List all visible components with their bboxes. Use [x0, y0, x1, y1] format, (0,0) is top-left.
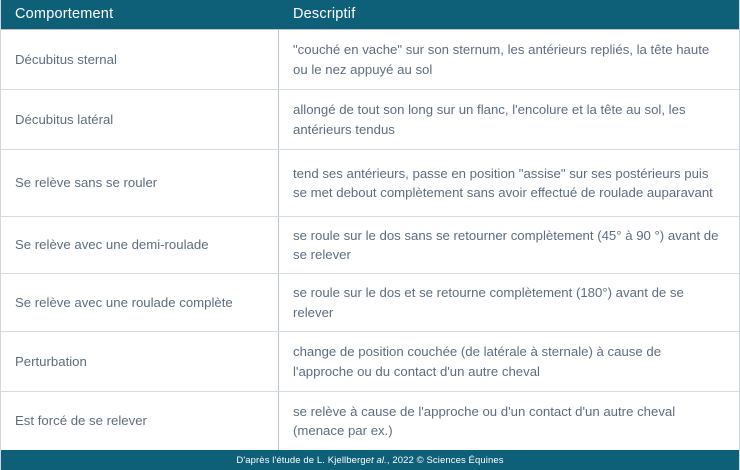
table-row	[1, 150, 739, 217]
cell-text: change de position couchée (de latérale à sternale) à cause de l'approche ou du contact d'un autre cheval	[293, 344, 662, 379]
cell-comportement	[1, 392, 279, 450]
table-body	[1, 29, 739, 450]
cell-text: Se relève sans se rouler	[15, 175, 158, 191]
cell-descriptif	[279, 150, 739, 216]
cell-text: allongé de tout son long sur un flanc, l'encolure et la tête au sol, les antérieurs tendus	[293, 102, 686, 137]
table-row	[1, 332, 739, 392]
cell-text: Est forcé de se relever	[15, 413, 147, 429]
column-header-descriptif: Descriptif	[293, 7, 356, 22]
cell-descriptif	[279, 90, 739, 149]
cell-descriptif	[279, 392, 739, 450]
table-header-row	[1, 0, 739, 29]
cell-text: Décubitus sternal	[15, 51, 117, 67]
table-row	[1, 274, 739, 332]
cell-descriptif	[279, 30, 739, 89]
footer-source-prefix: D'après l'étude de L. Kjellberg	[236, 454, 366, 466]
cell-comportement	[1, 332, 279, 391]
table-source-footer	[1, 450, 739, 470]
table-row	[1, 392, 739, 450]
cell-text: se relève à cause de l'approche ou d'un contact d'un autre cheval (menace par ex.)	[293, 403, 676, 438]
cell-text: tend ses antérieurs, passe en position "assise" sur ses postérieurs puis se met debout complètement sans avoir effectué de roulade auparavant	[293, 165, 713, 200]
footer-source-suffix: , 2022 © Sciences Équines	[386, 454, 504, 466]
cell-text: se roule sur le dos et se retourne complètement (180°) avant de se relever	[293, 285, 684, 320]
cell-descriptif	[279, 217, 739, 273]
table-row	[1, 217, 739, 274]
cell-comportement	[1, 217, 279, 273]
column-header-comportement: Comportement	[15, 7, 114, 22]
cell-text: se roule sur le dos sans se retourner complètement (45° à 90 °) avant de se relever	[293, 227, 719, 262]
cell-descriptif	[279, 332, 739, 391]
table-row	[1, 30, 739, 90]
cell-text: Perturbation	[15, 353, 87, 369]
cell-text: "couché en vache" sur son sternum, les antérieurs repliés, la tête haute ou le nez appuyé au sol	[293, 42, 710, 77]
cell-comportement	[1, 150, 279, 216]
footer-source-et-al: et al.	[365, 454, 387, 466]
cell-comportement	[1, 274, 279, 331]
cell-comportement	[1, 30, 279, 89]
table-row	[1, 90, 739, 150]
cell-text: Décubitus latéral	[15, 111, 114, 127]
cell-comportement	[1, 90, 279, 149]
cell-text: Se relève avec une demi-roulade	[15, 237, 209, 253]
cell-text: Se relève avec une roulade complète	[15, 294, 233, 310]
cell-descriptif	[279, 274, 739, 331]
